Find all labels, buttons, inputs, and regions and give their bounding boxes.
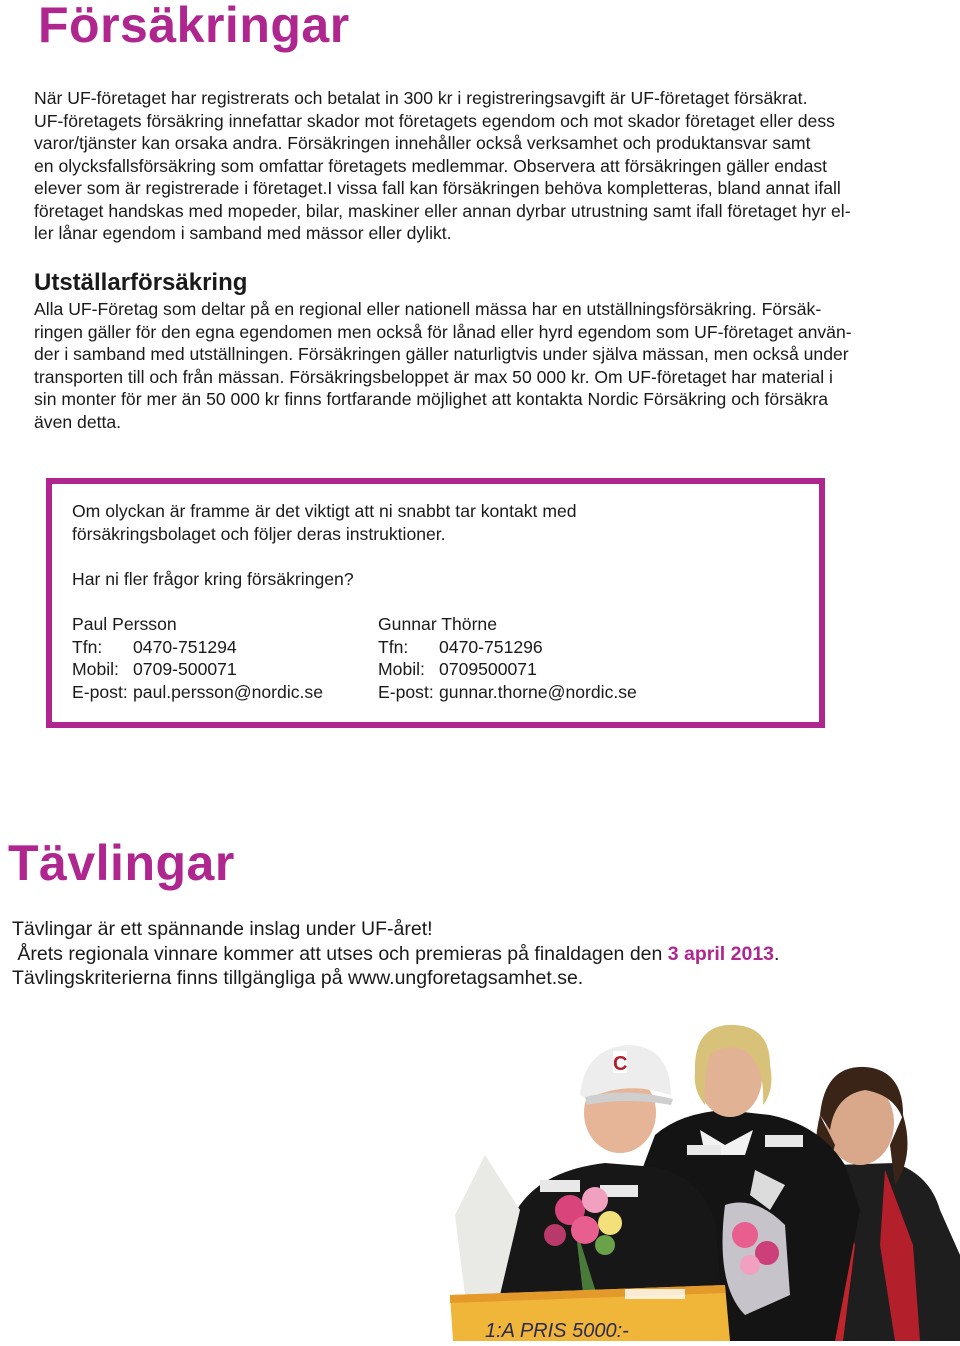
winners-photo <box>425 995 960 1341</box>
contact-card <box>72 613 323 703</box>
intro-line: UF-företagets försäkring innefattar skador mot företagets egendom och mot skador företaget eller dess <box>34 110 835 131</box>
insurance-title: Försäkringar <box>38 0 350 53</box>
intro-line: en olycksfallsförsäkring som omfattar företagets medlemmar. Observera att försäkringen gäller endast <box>34 155 828 176</box>
box-question: Har ni fler frågor kring försäkringen? <box>72 569 354 589</box>
email-link[interactable]: paul.persson@nordic.se <box>133 681 323 702</box>
intro-line: varor/tjänster kan orsaka andra. Försäkringen innehåller också verksamhet och produktansvar samt <box>34 133 811 153</box>
contact-email-row <box>378 681 637 704</box>
exhibition-line: der i samband med utställningen. Försäkringen gäller naturligtvis under själva mässan, men också under <box>34 344 849 364</box>
phone-value: 0470-751294 <box>133 636 237 657</box>
exhibition-line: transporten till och från mässan. Försäkringsbeloppet är max 50 000 kr. Om UF-företaget har material i <box>34 366 833 387</box>
cap-letter: C <box>613 1053 628 1075</box>
competitions-line: Tävlingar är ett spännande inslag under UF-året! <box>12 918 433 940</box>
intro-line: elever som är registrerade i företaget.I vissa fall kan försäkringen behöva kompletteras, bland annat ifall <box>34 178 841 198</box>
mobile-value: 0709-500071 <box>133 659 237 679</box>
competitions-line: Tävlingskriterierna finns tillgängliga på www.ungforetagsamhet.se. <box>12 967 584 989</box>
box-intro-line: försäkringsbolaget och följer deras instruktioner. <box>72 523 446 544</box>
competitions-title: Tävlingar <box>8 835 235 891</box>
exhibition-heading: Utställarförsäkring <box>34 269 248 296</box>
box-intro-text <box>72 500 577 545</box>
contact-phone-row <box>72 636 323 659</box>
exhibition-line: ringen gäller för den egna egendomen men också för lånad eller hyrd egendom som UF-företaget använ- <box>34 321 852 342</box>
mobile-label: Mobil: <box>378 659 425 679</box>
contact-name: Paul Persson <box>72 614 177 634</box>
exhibition-line: Alla UF-Företag som deltar på en regional eller nationell mässa har en utställningsförsäkring. Försäk- <box>34 299 822 319</box>
line-text: Årets regionala vinnare kommer att utses och premieras på finaldagen den <box>12 942 668 965</box>
competitions-line <box>12 942 779 967</box>
check-text: 1:A PRIS 5000:- <box>485 1320 629 1341</box>
competitions-paragraph <box>12 917 779 991</box>
contact-mobile-row <box>378 658 637 681</box>
email-label: E-post: <box>72 681 128 702</box>
line-text: . <box>774 942 780 965</box>
mobile-value: 0709500071 <box>439 659 537 679</box>
final-date: 3 april 2013 <box>667 942 775 965</box>
contact-card <box>378 613 637 703</box>
phone-label: Tfn: <box>72 636 103 657</box>
email-label: E-post: <box>378 681 434 702</box>
contact-info-box <box>46 478 825 728</box>
insurance-intro-paragraph <box>34 87 851 245</box>
winners-photo-illustration <box>425 995 960 1341</box>
contact-mobile-row <box>72 658 323 681</box>
phone-value: 0470-751296 <box>439 636 543 657</box>
exhibition-line: även detta. <box>34 411 122 432</box>
phone-label: Tfn: <box>378 636 409 657</box>
box-intro-line: Om olyckan är framme är det viktigt att ni snabbt tar kontakt med <box>72 501 577 521</box>
email-link[interactable]: gunnar.thorne@nordic.se <box>439 681 637 702</box>
contact-name: Gunnar Thörne <box>378 614 497 634</box>
contact-phone-row <box>378 636 637 659</box>
contact-email-row <box>72 681 323 704</box>
intro-line: företaget handskas med mopeder, bilar, maskiner eller annan dyrbar utrustning samt ifall företaget hyr el- <box>34 200 851 221</box>
intro-line: ler lånar egendom i samband med mässor eller dylikt. <box>34 223 452 243</box>
intro-line: När UF-företaget har registrerats och betalat in 300 kr i registreringsavgift är UF-företaget försäkrat. <box>34 88 808 108</box>
exhibition-line: sin monter för mer än 50 000 kr finns fortfarande möjlighet att kontakta Nordic Försäkring och försäkra <box>34 389 829 409</box>
exhibition-paragraph <box>34 298 852 433</box>
mobile-label: Mobil: <box>72 659 119 679</box>
